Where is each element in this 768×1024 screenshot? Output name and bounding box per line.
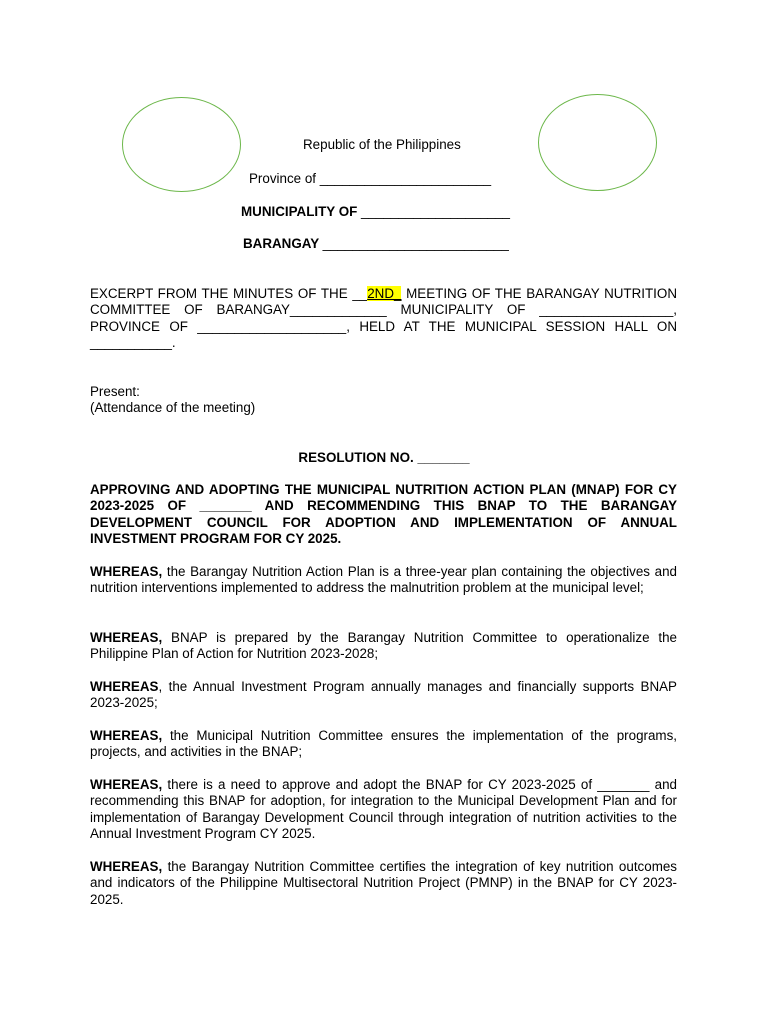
municipality-label: MUNICIPALITY OF <box>241 204 358 219</box>
excerpt-paragraph <box>90 286 677 351</box>
excerpt-text-end: MEETING OF THE BARANGAY NUTRITION COMMITTEE OF BARANGAY_____________ MUNICIPALITY OF __________________, PROVINCE OF ____________________, HELD AT THE MUNICIPAL SESSION HALL ON ___________. <box>90 286 677 350</box>
whereas-clause <box>90 564 677 597</box>
whereas-lead: WHEREAS <box>90 679 159 694</box>
whereas-lead: WHEREAS, <box>90 859 163 874</box>
municipality-blank: ____________________ <box>361 204 510 219</box>
meeting-number-highlight: 2ND_ <box>367 286 402 301</box>
republic-heading: Republic of the Philippines <box>303 137 461 152</box>
whereas-lead: WHEREAS, <box>90 630 163 645</box>
whereas-clause <box>90 728 677 761</box>
barangay-line <box>243 236 509 252</box>
whereas-lead: WHEREAS, <box>90 777 163 792</box>
municipality-line <box>241 204 510 220</box>
resolution-number: RESOLUTION NO. _______ <box>298 450 470 465</box>
whereas-clause <box>90 777 677 842</box>
right-seal-placeholder <box>538 94 657 191</box>
left-seal-placeholder <box>122 97 241 192</box>
whereas-text: there is a need to approve and adopt the BNAP for CY 2023-2025 of _______ and recommending this BNAP for adoption, for integration to the Municipal Development Plan and for implementation of Barangay Development Council through integration of nutrition activities to the Annual Investment Program CY 2025. <box>90 777 677 841</box>
province-blank: _______________________ <box>319 171 492 186</box>
present-label: Present: <box>90 384 140 399</box>
barangay-label: BARANGAY <box>243 236 319 251</box>
barangay-blank: _________________________ <box>322 236 509 251</box>
whereas-clause <box>90 679 677 712</box>
present-section <box>90 384 677 417</box>
whereas-clause <box>90 859 677 908</box>
present-note: (Attendance of the meeting) <box>90 400 256 416</box>
whereas-lead: WHEREAS, <box>90 728 163 743</box>
excerpt-text-start: EXCERPT FROM THE MINUTES OF THE __ <box>90 286 368 301</box>
whereas-clause <box>90 630 677 663</box>
province-line <box>249 171 491 187</box>
whereas-text: BNAP is prepared by the Barangay Nutrition Committee to operationalize the Philippine Plan of Action for Nutrition 2023-2028; <box>90 630 677 662</box>
whereas-lead: WHEREAS, <box>90 564 163 579</box>
whereas-text: the Barangay Nutrition Action Plan is a three-year plan containing the objectives and nutrition interventions implemented to address the malnutrition problem at the municipal level; <box>90 564 677 596</box>
whereas-text: the Barangay Nutrition Committee certifies the integration of key nutrition outcomes and indicators of the Philippine Multisectoral Nutrition Project (PMNP) in the BNAP for CY 2023-2025. <box>90 859 677 907</box>
whereas-text: the Municipal Nutrition Committee ensures the implementation of the programs, projects, and activities in the BNAP; <box>90 728 677 760</box>
whereas-text: , the Annual Investment Program annually manages and financially supports BNAP 2023-2025; <box>90 679 677 711</box>
province-label: Province of <box>249 171 316 186</box>
resolution-title: APPROVING AND ADOPTING THE MUNICIPAL NUTRITION ACTION PLAN (MNAP) FOR CY 2023-2025 OF _______ AND RECOMMENDING THIS BNAP TO THE BARANGAY DEVELOPMENT COUNCIL FOR ADOPTION AND IMPLEMENTATION OF ANNUAL INVESTMENT PROGRAM FOR CY 2025. <box>90 482 677 546</box>
